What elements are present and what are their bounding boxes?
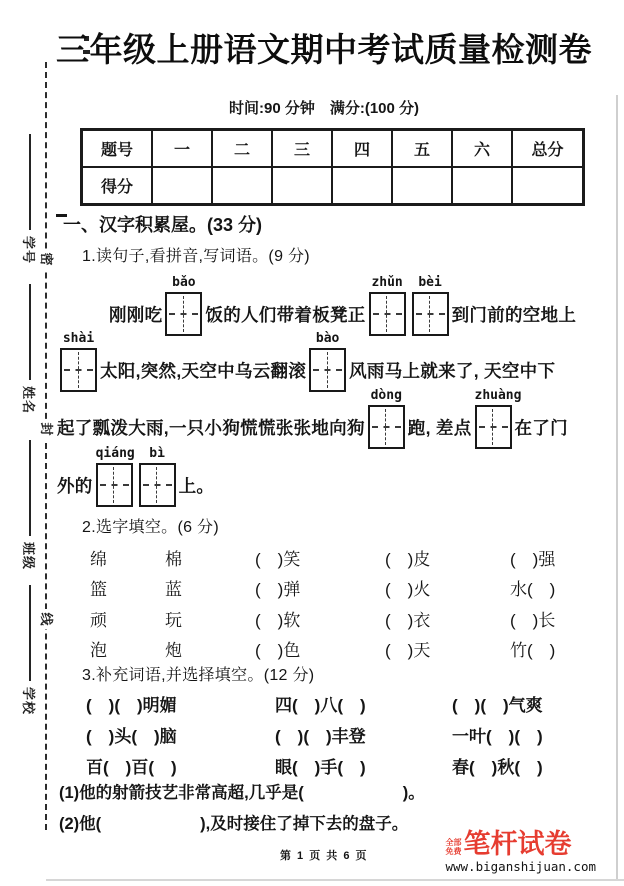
score-table-header-cell: 六 [452,130,512,167]
pinyin-label: bào [315,331,340,346]
score-empty-cell [212,167,272,204]
q2-item: 绵 [90,549,107,569]
pinyin-box-group [60,332,97,392]
field-student-id [20,134,40,270]
tianzige-write-box [369,292,406,336]
q3-phrase: 一叶( )( ) [452,727,543,746]
blank-line [29,585,31,681]
pinyin-label: bì [149,446,165,461]
q3-phrase: 眼( )手( ) [275,758,366,777]
pinyin-box-unit [369,276,406,336]
pinyin-label: zhǔn [371,275,403,290]
q2-item: 炮 [165,641,182,661]
sentence-text: 起了瓢泼大雨,一只小狗慌慌张张地向狗 [57,417,365,438]
score-table-header-cell: 四 [332,130,392,167]
score-table-header-cell: 三 [272,130,332,167]
score-empty-cell [332,167,392,204]
section-1-heading: 一、汉字积累屋。(33 分) [63,215,263,235]
score-table-header-cell: 二 [212,130,272,167]
score-table-header-cell: 一 [152,130,212,167]
score-row-label: 得分 [82,167,152,204]
score-empty-cell [272,167,332,204]
page-edge-bottom [46,879,624,881]
sentence-text: 上。 [178,475,215,496]
q1-line [57,332,555,392]
pinyin-label: shài [62,331,95,346]
score-empty-cell [392,167,452,204]
score-table-header-cell: 题号 [82,130,152,167]
score-empty-cell [512,167,583,204]
sentence-text: 在了门 [514,417,568,438]
q2-item: ( )长 [510,610,556,630]
tianzige-write-box [412,292,449,336]
sentence-text: 太阳,突然,天空中乌云翻滚 [100,360,307,381]
sentence-text: 外的 [57,475,93,496]
tianzige-write-box [309,348,346,392]
q2-item: ( )软 [255,610,301,630]
question-3-sub-items [59,778,425,840]
q2-item: ( )笑 [255,549,301,569]
pinyin-box-group [369,276,449,336]
blank-line [29,284,31,380]
q3-phrase: 四( )八( ) [275,696,366,715]
watermark [445,831,596,874]
pinyin-label: zhuàng [474,388,522,403]
tianzige-write-box [165,292,202,336]
q2-item: ( )强 [510,549,556,569]
q2-item: ( )天 [385,641,431,661]
tianzige-write-box [368,405,405,449]
q2-item: 顽 [90,610,107,630]
exam-meta: 时间:90 分钟 满分:(100 分) [228,100,420,117]
sentence-text: 跑, 差点 [407,417,472,438]
q2-item: 水( ) [510,580,556,600]
q2-item: 篮 [90,580,107,600]
sentence-text: 饭的人们带着板凳正 [205,304,366,325]
question-2-grid [90,542,555,664]
q2-item: 竹( ) [510,641,556,661]
page-title: 三年级上册语文期中考试质量检测卷 [56,31,592,68]
q3-phrase: ( )头( )脑 [86,727,177,746]
score-empty-cell [152,167,212,204]
field-school [20,585,40,721]
question-2-label: 2.选字填空。(6 分) [82,519,219,536]
watermark-brand: 笔杆试卷 [463,829,572,860]
pinyin-box-unit [368,389,405,449]
pinyin-box-unit [165,276,202,336]
page-number: 第 1 页 共 6 页 [279,850,369,862]
pinyin-label: dòng [370,388,402,403]
pinyin-box-unit [474,388,522,449]
field-label: 姓名 [21,386,37,415]
score-table-header-cell: 五 [392,130,452,167]
pinyin-label: qiáng [95,446,135,461]
field-class [20,440,40,576]
seal-char-xian: 线 [36,609,56,629]
field-label: 学号 [21,236,37,265]
seal-char-feng: 封 [36,419,56,439]
pinyin-box-unit [309,332,346,392]
blank-line [29,440,31,536]
pinyin-box-group [165,276,202,336]
question-3-label: 3.补充词语,并选择填空。(12 分) [82,667,315,684]
seal-char-mi: 密 [36,249,56,269]
pinyin-box-group [309,332,346,392]
question-3-grid [86,688,543,781]
score-empty-cell [452,167,512,204]
question-1-label: 1.读句子,看拼音,写词语。(9 分) [82,248,310,265]
q2-item: 蓝 [165,580,182,600]
q3-phrase: ( )( )明媚 [86,696,177,715]
tianzige-write-box [60,348,97,392]
score-table [80,128,585,206]
sentence-text: 刚刚吃 [109,304,163,325]
q2-item: 棉 [165,549,182,569]
tianzige-write-box [96,463,133,507]
pinyin-box-unit [412,276,449,336]
q3-phrase: ( )( )丰登 [275,727,366,746]
q2-item: ( )色 [255,641,301,661]
pinyin-box-group [368,389,405,449]
pinyin-box-unit [139,447,176,507]
q1-line [57,389,568,449]
field-label: 班级 [21,542,37,571]
q3-sub-item: (2)他( ),及时接住了掉下去的盘子。 [59,815,409,833]
q2-item: 玩 [165,610,182,630]
tianzige-write-box [139,463,176,507]
q3-phrase: ( )( )气爽 [452,696,543,715]
q3-phrase: 百( )百( ) [86,758,177,777]
pinyin-box-unit [96,447,133,507]
seal-dashed-line [45,62,47,830]
pinyin-label: bèi [418,275,442,290]
blank-line [29,134,31,230]
score-table-header-cell: 总分 [512,130,583,167]
tianzige-write-box [475,405,512,449]
pinyin-box-group [96,447,176,507]
sentence-text: 到门前的空地上 [451,304,577,325]
field-name [20,284,40,420]
q2-item: ( )火 [385,580,431,600]
pinyin-label: bǎo [172,275,196,290]
q1-line [57,276,576,336]
q3-phrase: 春( )秋( ) [452,758,543,777]
pinyin-box-unit [60,332,97,392]
sentence-text: 风雨马上就来了, 天空中下 [349,360,556,381]
q2-item: ( )衣 [385,610,431,630]
q2-item: 泡 [90,641,107,661]
watermark-site: www.biganshijuan.com [445,859,596,874]
pinyin-box-group [474,388,522,449]
field-label: 学校 [21,687,37,716]
page-edge-right [616,95,618,879]
watermark-free-label: 全部免费 [445,838,462,856]
q2-item: ( )皮 [385,549,431,569]
q2-item: ( )弹 [255,580,301,600]
q3-sub-item: (1)他的射箭技艺非常高超,几乎是( )。 [59,784,425,802]
q1-line [57,447,214,507]
